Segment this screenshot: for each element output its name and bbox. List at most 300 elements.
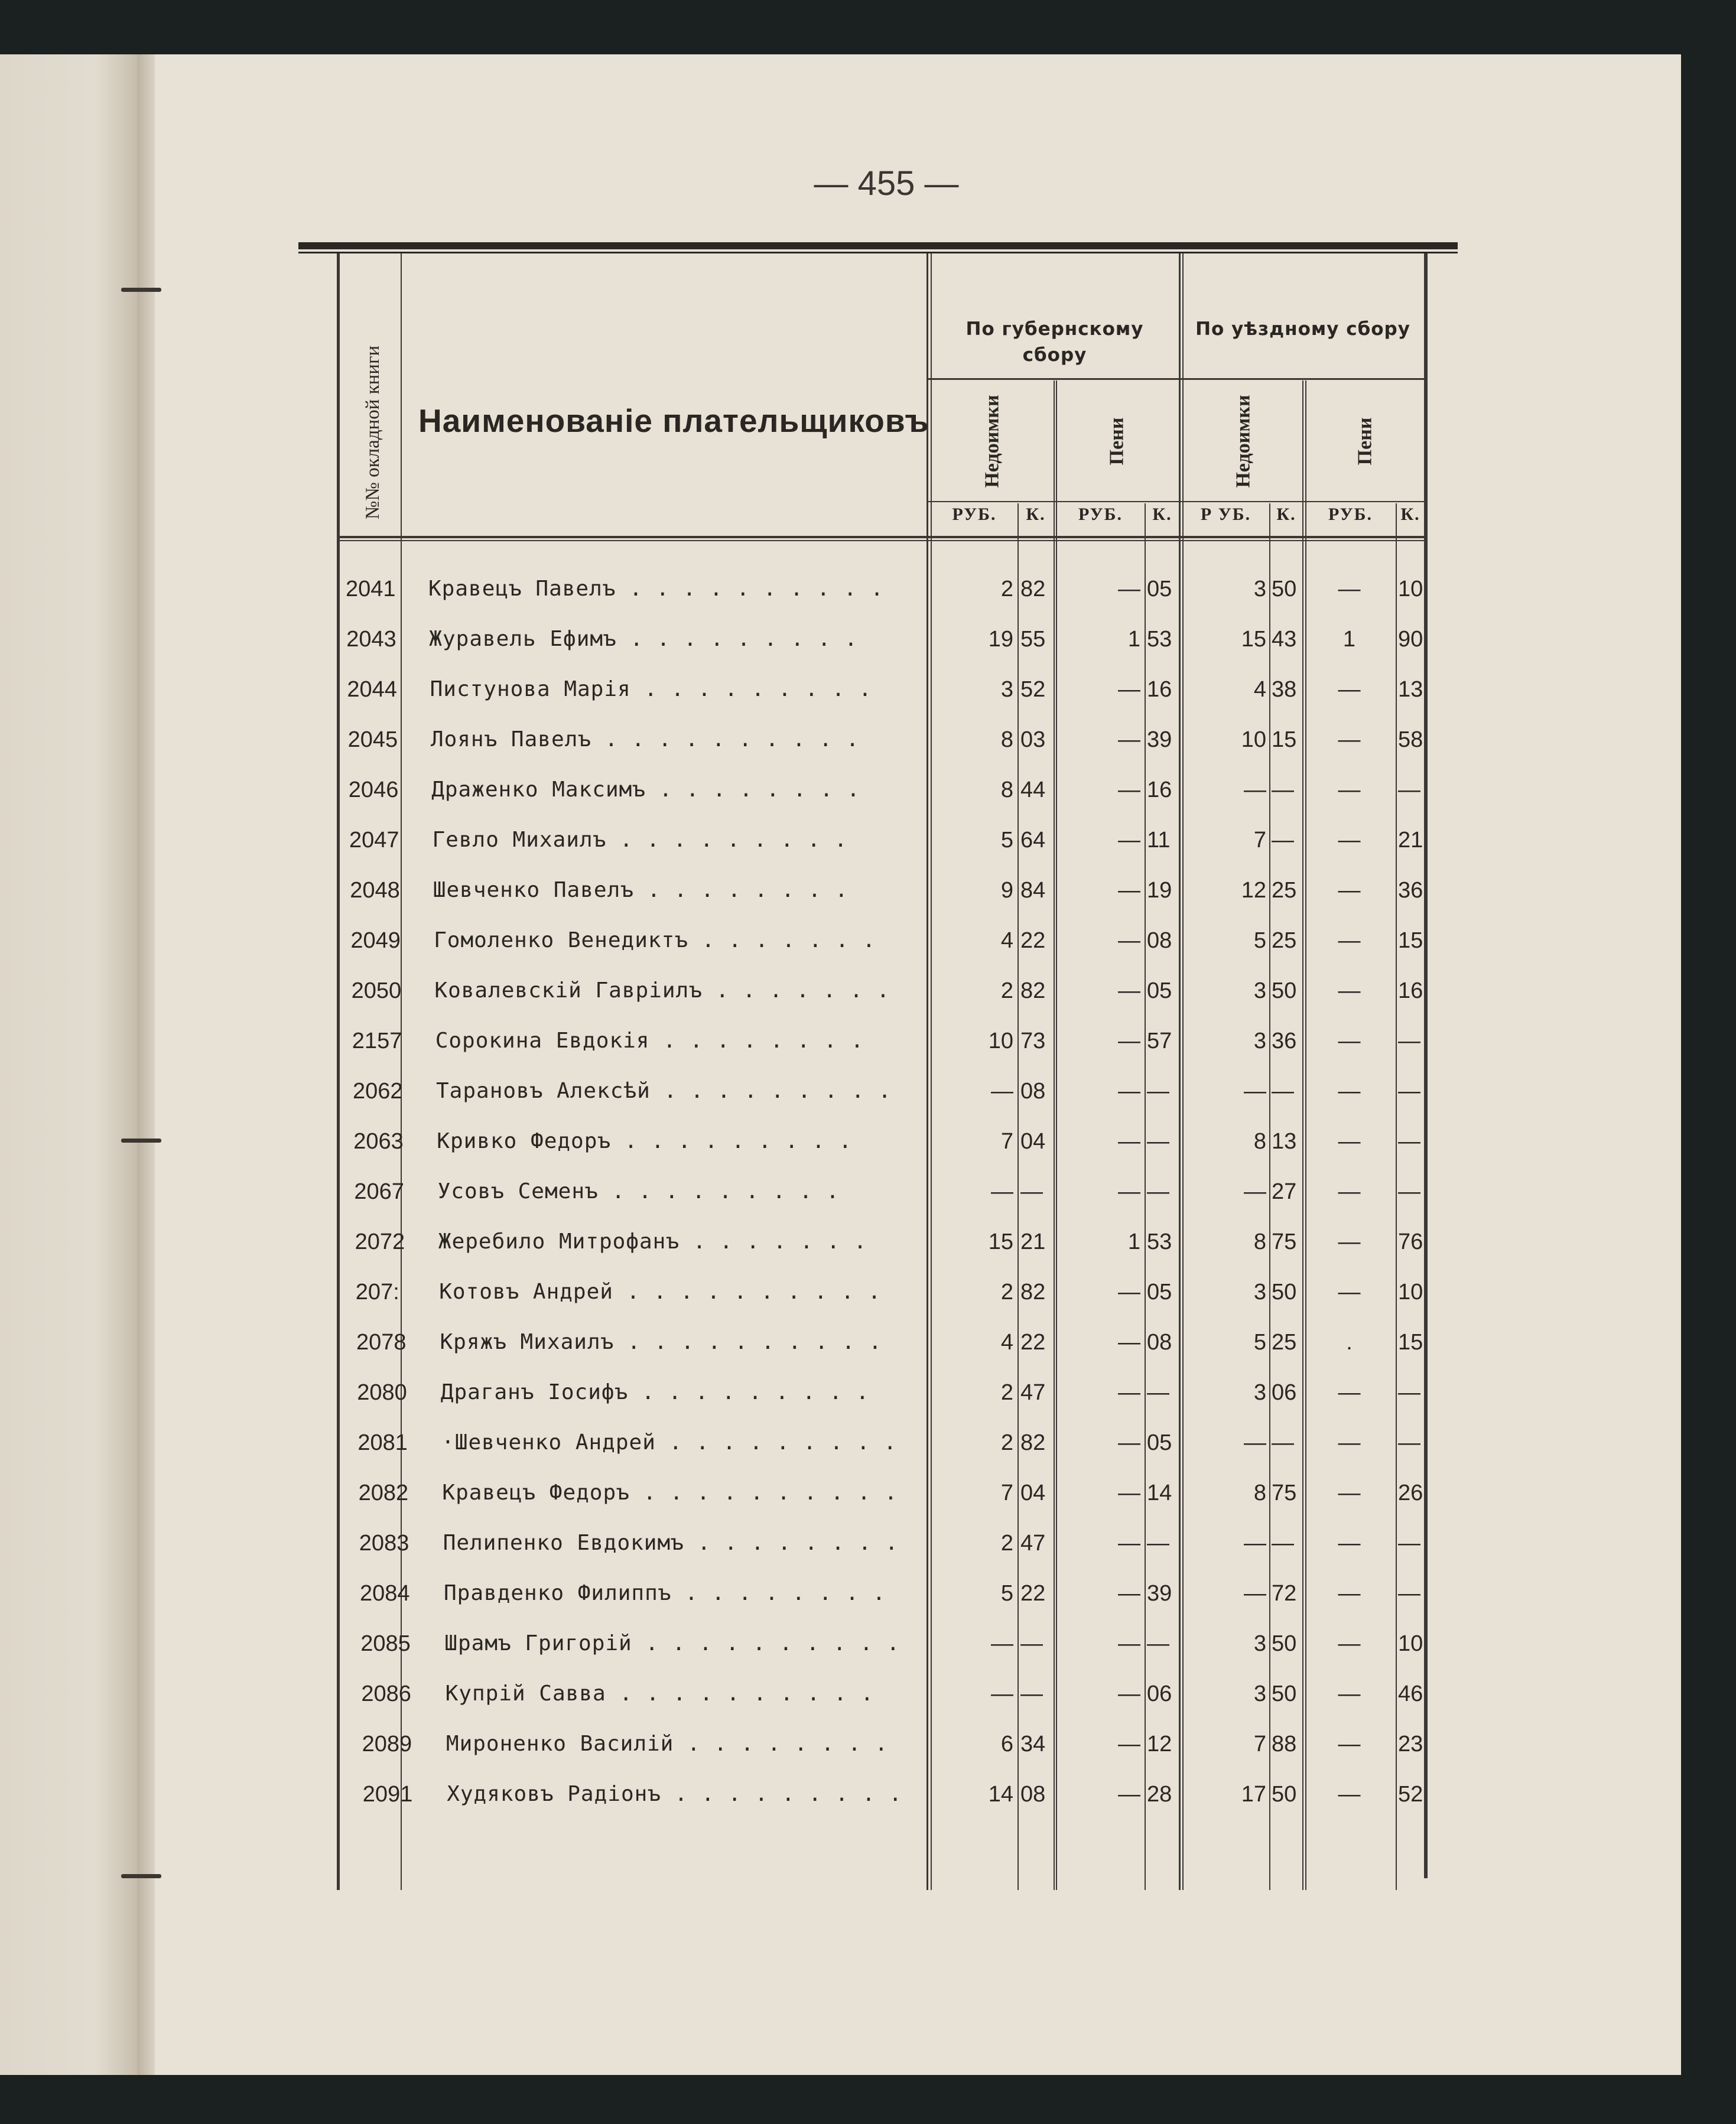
arrears-rubles: 19: [988, 627, 1013, 652]
book-number: 2078: [356, 1330, 407, 1355]
district-penalty-rubles: 1: [1342, 627, 1356, 652]
arrears-kopecks: 22: [1020, 1581, 1046, 1606]
arrears-kopecks: 55: [1020, 627, 1046, 652]
payer-name: Кравецъ Федоръ . . . . . . . . . .: [442, 1481, 898, 1505]
book-number: 2063: [353, 1129, 404, 1154]
book-number: 207:: [355, 1280, 399, 1305]
district-penalty-rubles: —: [1338, 1631, 1361, 1656]
header-book-number: №№ окладной книги: [362, 345, 383, 520]
penalty-kopecks: —: [1147, 1631, 1169, 1656]
arrears-rubles: —: [991, 1079, 1013, 1104]
district-penalty-rubles: —: [1338, 1481, 1361, 1505]
district-penalty-kopecks: —: [1398, 1179, 1420, 1204]
book-number: 2043: [346, 627, 396, 652]
district-penalty-rubles: —: [1338, 577, 1361, 601]
arrears-rubles: 7: [1000, 1129, 1013, 1154]
penalty-rubles: —: [1118, 1681, 1140, 1706]
district-penalty-kopecks: 52: [1398, 1782, 1423, 1807]
district-arrears-kopecks: 75: [1272, 1229, 1297, 1254]
district-arrears-rubles: 3: [1253, 577, 1266, 601]
header-provincial-levy: По губернскому сбору: [965, 318, 1144, 366]
penalty-kopecks: —: [1147, 1380, 1169, 1405]
penalty-rubles: —: [1118, 727, 1140, 752]
arrears-kopecks: 64: [1020, 828, 1046, 853]
penalty-rubles: —: [1118, 1380, 1140, 1405]
book-number: 2089: [362, 1732, 412, 1757]
district-penalty-kopecks: 15: [1398, 928, 1423, 953]
header-penalty: Пени: [1354, 417, 1376, 466]
arrears-rubles: —: [991, 1179, 1013, 1204]
district-penalty-kopecks: 10: [1398, 1280, 1423, 1305]
payer-name: Драженко Максимъ . . . . . . . .: [431, 778, 860, 802]
district-arrears-kopecks: 25: [1272, 878, 1297, 903]
district-arrears-kopecks: —: [1272, 1531, 1294, 1556]
table-row: [0, 1375, 1681, 1410]
unit-rubles: Р УБ.: [1200, 505, 1251, 524]
district-penalty-rubles: —: [1338, 1129, 1361, 1154]
district-arrears-kopecks: 50: [1272, 1681, 1297, 1706]
district-arrears-kopecks: 38: [1272, 677, 1297, 702]
unit-kopecks: К.: [1276, 505, 1296, 524]
arrears-rubles: 15: [988, 1229, 1013, 1254]
arrears-kopecks: 47: [1020, 1380, 1046, 1405]
penalty-rubles: —: [1118, 778, 1140, 802]
penalty-kopecks: 05: [1147, 1280, 1172, 1305]
book-number: 2072: [355, 1229, 405, 1254]
table-row: [0, 1726, 1681, 1762]
district-arrears-kopecks: 13: [1272, 1129, 1297, 1154]
arrears-rubles: 8: [1000, 727, 1013, 752]
table-row: [0, 772, 1681, 808]
arrears-kopecks: 22: [1020, 1330, 1046, 1355]
district-arrears-rubles: —: [1244, 1581, 1266, 1606]
arrears-rubles: 7: [1000, 1481, 1013, 1505]
district-penalty-rubles: —: [1338, 1029, 1361, 1053]
penalty-kopecks: 14: [1147, 1481, 1172, 1505]
penalty-kopecks: 11: [1147, 828, 1171, 853]
book-number: 2041: [346, 577, 396, 601]
arrears-kopecks: 82: [1020, 978, 1046, 1003]
arrears-rubles: 2: [1000, 1280, 1013, 1305]
district-arrears-rubles: —: [1244, 1430, 1266, 1455]
district-penalty-rubles: —: [1338, 677, 1361, 702]
district-arrears-kopecks: 15: [1272, 727, 1297, 752]
table-row: [0, 1576, 1681, 1611]
district-penalty-rubles: —: [1338, 1380, 1361, 1405]
district-arrears-kopecks: 50: [1272, 577, 1297, 601]
district-arrears-rubles: —: [1244, 778, 1266, 802]
penalty-kopecks: 05: [1147, 1430, 1172, 1455]
penalty-kopecks: 16: [1147, 778, 1172, 802]
district-penalty-rubles: —: [1338, 1531, 1361, 1556]
penalty-rubles: 1: [1127, 627, 1140, 652]
arrears-kopecks: 08: [1020, 1782, 1046, 1807]
district-penalty-kopecks: 46: [1398, 1681, 1423, 1706]
table-row: [0, 822, 1681, 858]
book-number: 2050: [351, 978, 402, 1003]
district-arrears-rubles: 4: [1253, 677, 1266, 702]
district-penalty-rubles: —: [1338, 1229, 1361, 1254]
table-row: [0, 672, 1681, 707]
arrears-kopecks: 44: [1020, 778, 1046, 802]
district-arrears-kopecks: 50: [1272, 978, 1297, 1003]
payer-name: Ковалевскій Гавріилъ . . . . . . .: [434, 978, 890, 1003]
penalty-kopecks: 53: [1147, 627, 1172, 652]
table-row: [0, 1274, 1681, 1310]
table-row: [0, 571, 1681, 607]
district-arrears-rubles: 8: [1253, 1481, 1266, 1505]
arrears-rubles: 9: [1000, 878, 1013, 903]
district-penalty-rubles: —: [1338, 778, 1361, 802]
table-row: [0, 1676, 1681, 1712]
arrears-rubles: 4: [1000, 928, 1013, 953]
unit-kopecks: К.: [1400, 505, 1420, 524]
payer-name: Лоянъ Павелъ . . . . . . . . . .: [430, 727, 860, 752]
district-arrears-rubles: —: [1244, 1531, 1266, 1556]
district-penalty-rubles: —: [1338, 1581, 1361, 1606]
payer-name: Кривко Федоръ . . . . . . . . .: [437, 1129, 853, 1153]
arrears-rubles: 2: [1000, 1380, 1013, 1405]
penalty-kopecks: 19: [1147, 878, 1172, 903]
district-penalty-kopecks: 90: [1398, 627, 1423, 652]
penalty-kopecks: 05: [1147, 978, 1172, 1003]
penalty-rubles: —: [1118, 1179, 1140, 1204]
district-arrears-rubles: 12: [1241, 878, 1266, 903]
table-row: [0, 1777, 1681, 1812]
penalty-rubles: —: [1118, 1430, 1140, 1455]
arrears-kopecks: 04: [1020, 1129, 1046, 1154]
district-penalty-kopecks: 10: [1398, 577, 1423, 601]
arrears-rubles: —: [991, 1681, 1013, 1706]
book-page: [0, 54, 1681, 2075]
district-arrears-rubles: 3: [1253, 1380, 1266, 1405]
penalty-rubles: —: [1118, 1280, 1140, 1305]
book-number: 2081: [357, 1430, 408, 1455]
book-number: 2084: [360, 1581, 410, 1606]
district-arrears-rubles: 3: [1253, 1029, 1266, 1053]
payer-name: Гевло Михаилъ . . . . . . . . .: [432, 828, 848, 852]
district-penalty-rubles: —: [1338, 1782, 1361, 1807]
penalty-rubles: —: [1118, 577, 1140, 601]
penalty-kopecks: 39: [1147, 1581, 1172, 1606]
arrears-rubles: 4: [1000, 1330, 1013, 1355]
arrears-kopecks: 82: [1020, 1430, 1046, 1455]
binding-stitch: [121, 288, 161, 292]
district-penalty-kopecks: 15: [1398, 1330, 1423, 1355]
payer-name: Кряжъ Михаилъ . . . . . . . . . .: [440, 1330, 882, 1354]
penalty-kopecks: 16: [1147, 677, 1172, 702]
payer-name: ·Шевченко Андрей . . . . . . . . .: [441, 1430, 898, 1455]
district-arrears-rubles: 8: [1253, 1229, 1266, 1254]
header-divider: [928, 378, 1425, 380]
table-row: [0, 1224, 1681, 1260]
unit-kopecks: К.: [1026, 505, 1046, 524]
table-row: [0, 1626, 1681, 1661]
district-arrears-kopecks: 43: [1272, 627, 1297, 652]
payer-name: Мироненко Василій . . . . . . . .: [446, 1732, 889, 1756]
arrears-kopecks: 04: [1020, 1481, 1046, 1505]
district-arrears-kopecks: —: [1272, 778, 1294, 802]
table-top-rule-thin: [298, 252, 1458, 253]
penalty-kopecks: 05: [1147, 577, 1172, 601]
district-arrears-rubles: 10: [1241, 727, 1266, 752]
arrears-kopecks: 03: [1020, 727, 1046, 752]
penalty-kopecks: —: [1147, 1079, 1169, 1104]
penalty-rubles: —: [1118, 878, 1140, 903]
district-penalty-kopecks: —: [1398, 1029, 1420, 1053]
district-arrears-rubles: 8: [1253, 1129, 1266, 1154]
book-number: 2049: [350, 928, 401, 953]
penalty-rubles: —: [1118, 1129, 1140, 1154]
arrears-rubles: —: [991, 1631, 1013, 1656]
arrears-rubles: 6: [1000, 1732, 1013, 1757]
payer-name: Кравецъ Павелъ . . . . . . . . . .: [428, 577, 884, 601]
arrears-rubles: 5: [1000, 828, 1013, 853]
district-penalty-rubles: —: [1338, 1681, 1361, 1706]
arrears-kopecks: —: [1020, 1631, 1043, 1656]
unit-rubles: РУБ.: [1328, 505, 1373, 524]
district-penalty-rubles: —: [1338, 1732, 1361, 1757]
header-bottom-rule: [338, 536, 1426, 538]
penalty-rubles: —: [1118, 1631, 1140, 1656]
payer-name: Усовъ Семенъ . . . . . . . . .: [437, 1179, 840, 1204]
district-penalty-kopecks: —: [1398, 1531, 1420, 1556]
penalty-rubles: —: [1118, 677, 1140, 702]
unit-rubles: РУБ.: [952, 505, 997, 524]
arrears-rubles: 14: [988, 1782, 1013, 1807]
district-penalty-kopecks: 13: [1398, 677, 1423, 702]
district-arrears-rubles: 17: [1241, 1782, 1266, 1807]
district-arrears-kopecks: 27: [1272, 1179, 1297, 1204]
payer-name: Шевченко Павелъ . . . . . . . .: [433, 878, 849, 902]
unit-kopecks: К.: [1152, 505, 1172, 524]
header-arrears: Недоимки: [981, 395, 1003, 488]
header-divider: [928, 501, 1425, 502]
district-arrears-kopecks: 75: [1272, 1481, 1297, 1505]
penalty-rubles: —: [1118, 1531, 1140, 1556]
district-penalty-kopecks: 58: [1398, 727, 1423, 752]
district-arrears-rubles: 7: [1253, 828, 1266, 853]
arrears-kopecks: 34: [1020, 1732, 1046, 1757]
penalty-kopecks: —: [1147, 1179, 1169, 1204]
district-arrears-kopecks: —: [1272, 1430, 1294, 1455]
arrears-kopecks: 82: [1020, 577, 1046, 601]
table-row: [0, 622, 1681, 657]
table-row: [0, 873, 1681, 908]
header-payer-name: Наименованіе плательщиковъ: [418, 402, 929, 439]
district-arrears-rubles: 3: [1253, 1681, 1266, 1706]
penalty-kopecks: 12: [1147, 1732, 1172, 1757]
district-penalty-kopecks: —: [1398, 1079, 1420, 1104]
book-number: 2157: [352, 1029, 402, 1053]
arrears-kopecks: 47: [1020, 1531, 1046, 1556]
arrears-kopecks: —: [1020, 1681, 1043, 1706]
payer-name: Купрій Савва . . . . . . . . . .: [445, 1681, 874, 1706]
district-arrears-kopecks: 72: [1272, 1581, 1297, 1606]
penalty-rubles: —: [1118, 1782, 1140, 1807]
penalty-rubles: —: [1118, 928, 1140, 953]
binding-stitch: [121, 1874, 161, 1878]
penalty-rubles: —: [1118, 1079, 1140, 1104]
district-penalty-rubles: .: [1346, 1330, 1353, 1355]
payer-name: Пистунова Марія . . . . . . . . .: [430, 677, 872, 701]
arrears-rubles: 3: [1000, 677, 1013, 702]
penalty-kopecks: —: [1147, 1129, 1169, 1154]
district-penalty-kopecks: 23: [1398, 1732, 1423, 1757]
district-penalty-rubles: —: [1338, 928, 1361, 953]
header-arrears: Недоимки: [1233, 395, 1254, 488]
district-penalty-kopecks: 26: [1398, 1481, 1423, 1505]
table-row: [0, 1124, 1681, 1159]
penalty-rubles: —: [1118, 828, 1140, 853]
district-arrears-rubles: 3: [1253, 1631, 1266, 1656]
district-penalty-kopecks: 21: [1398, 828, 1423, 853]
table-row: [0, 1174, 1681, 1209]
book-number: 2047: [349, 828, 399, 853]
table-row: [0, 1074, 1681, 1109]
arrears-kopecks: 84: [1020, 878, 1046, 903]
payer-name: Драганъ Іосифъ . . . . . . . . .: [440, 1380, 870, 1404]
book-number: 2083: [359, 1531, 409, 1556]
arrears-rubles: 8: [1000, 778, 1013, 802]
district-penalty-kopecks: —: [1398, 1129, 1420, 1154]
table-row: [0, 1325, 1681, 1360]
district-arrears-rubles: 15: [1241, 627, 1266, 652]
arrears-rubles: 10: [988, 1029, 1013, 1053]
table-top-rule: [298, 242, 1458, 249]
table-row: [0, 722, 1681, 757]
district-penalty-kopecks: —: [1398, 1430, 1420, 1455]
district-penalty-kopecks: —: [1398, 1581, 1420, 1606]
penalty-kopecks: 08: [1147, 1330, 1172, 1355]
district-penalty-kopecks: 76: [1398, 1229, 1423, 1254]
penalty-kopecks: 53: [1147, 1229, 1172, 1254]
district-arrears-kopecks: 50: [1272, 1280, 1297, 1305]
book-number: 2086: [361, 1681, 411, 1706]
arrears-rubles: 5: [1000, 1581, 1013, 1606]
arrears-kopecks: —: [1020, 1179, 1043, 1204]
header-district-levy: По уѣздному сбору: [1195, 318, 1410, 340]
book-number: 2067: [354, 1179, 404, 1204]
district-penalty-rubles: —: [1338, 1179, 1361, 1204]
book-number: 2091: [362, 1782, 413, 1807]
unit-rubles: РУБ.: [1078, 505, 1123, 524]
book-number: 2085: [360, 1631, 411, 1656]
payer-name: Котовъ Андрей . . . . . . . . . .: [439, 1280, 882, 1304]
arrears-kopecks: 73: [1020, 1029, 1046, 1053]
book-number: 2048: [350, 878, 400, 903]
district-penalty-rubles: —: [1338, 1430, 1361, 1455]
district-arrears-rubles: 3: [1253, 1280, 1266, 1305]
payer-name: Сорокина Евдокія . . . . . . . .: [435, 1029, 864, 1053]
table-row: [0, 1475, 1681, 1511]
penalty-kopecks: 08: [1147, 928, 1172, 953]
payer-name: Тарановъ Алексѣй . . . . . . . . .: [436, 1079, 892, 1103]
district-arrears-kopecks: 36: [1272, 1029, 1297, 1053]
facing-page-edge: [0, 54, 137, 2075]
district-penalty-kopecks: —: [1398, 1380, 1420, 1405]
book-number: 2044: [347, 677, 397, 702]
header-penalty: Пени: [1106, 417, 1127, 466]
district-arrears-kopecks: —: [1272, 1079, 1294, 1104]
district-penalty-rubles: —: [1338, 828, 1361, 853]
district-arrears-kopecks: 88: [1272, 1732, 1297, 1757]
arrears-kopecks: 21: [1020, 1229, 1046, 1254]
page-number: — 455 —: [814, 164, 959, 203]
payer-name: Пелипенко Евдокимъ . . . . . . . .: [443, 1531, 899, 1555]
district-penalty-rubles: —: [1338, 1079, 1361, 1104]
table-row: [0, 1023, 1681, 1059]
book-number: 2046: [348, 778, 399, 802]
district-arrears-rubles: 7: [1253, 1732, 1266, 1757]
penalty-kopecks: 28: [1147, 1782, 1172, 1807]
payer-name: Правденко Филиппъ . . . . . . . .: [444, 1581, 886, 1605]
payer-name: Гомоленко Венедиктъ . . . . . . .: [434, 928, 876, 952]
arrears-kopecks: 22: [1020, 928, 1046, 953]
header-bottom-rule: [338, 540, 1426, 541]
district-arrears-rubles: 5: [1253, 1330, 1266, 1355]
penalty-rubles: —: [1118, 978, 1140, 1003]
table-row: [0, 1425, 1681, 1461]
district-arrears-kopecks: 06: [1272, 1380, 1297, 1405]
district-arrears-rubles: —: [1244, 1079, 1266, 1104]
payer-name: Жеребило Митрофанъ . . . . . . .: [438, 1229, 867, 1254]
penalty-rubles: —: [1118, 1481, 1140, 1505]
arrears-kopecks: 82: [1020, 1280, 1046, 1305]
district-penalty-rubles: —: [1338, 978, 1361, 1003]
penalty-rubles: —: [1118, 1029, 1140, 1053]
book-number: 2062: [353, 1079, 403, 1104]
district-arrears-kopecks: 50: [1272, 1782, 1297, 1807]
district-penalty-rubles: —: [1338, 1280, 1361, 1305]
penalty-kopecks: 39: [1147, 727, 1172, 752]
payer-name: Журавель Ефимъ . . . . . . . . .: [429, 627, 858, 651]
district-arrears-kopecks: —: [1272, 828, 1294, 853]
penalty-kopecks: —: [1147, 1531, 1169, 1556]
penalty-kopecks: 06: [1147, 1681, 1172, 1706]
book-number: 2045: [347, 727, 398, 752]
district-arrears-rubles: 3: [1253, 978, 1266, 1003]
arrears-rubles: 2: [1000, 1531, 1013, 1556]
penalty-rubles: —: [1118, 1581, 1140, 1606]
penalty-kopecks: 57: [1147, 1029, 1172, 1053]
book-number: 2080: [357, 1380, 407, 1405]
district-penalty-kopecks: —: [1398, 778, 1420, 802]
table-row: [0, 973, 1681, 1009]
district-penalty-rubles: —: [1338, 727, 1361, 752]
district-penalty-rubles: —: [1338, 878, 1361, 903]
district-arrears-rubles: —: [1244, 1179, 1266, 1204]
payer-name: Худяковъ Радіонъ . . . . . . . . .: [447, 1782, 903, 1806]
penalty-rubles: —: [1118, 1732, 1140, 1757]
arrears-rubles: 2: [1000, 1430, 1013, 1455]
district-penalty-kopecks: 10: [1398, 1631, 1423, 1656]
district-arrears-kopecks: 50: [1272, 1631, 1297, 1656]
district-penalty-kopecks: 36: [1398, 878, 1423, 903]
arrears-kopecks: 52: [1020, 677, 1046, 702]
arrears-kopecks: 08: [1020, 1079, 1046, 1104]
arrears-rubles: 2: [1000, 577, 1013, 601]
book-gutter: [137, 54, 155, 2075]
payer-name: Шрамъ Григорій . . . . . . . . . .: [444, 1631, 900, 1655]
district-arrears-rubles: 5: [1253, 928, 1266, 953]
book-number: 2082: [358, 1481, 409, 1505]
district-penalty-kopecks: 16: [1398, 978, 1423, 1003]
table-row: [0, 1525, 1681, 1561]
arrears-rubles: 2: [1000, 978, 1013, 1003]
penalty-rubles: —: [1118, 1330, 1140, 1355]
district-arrears-kopecks: 25: [1272, 1330, 1297, 1355]
